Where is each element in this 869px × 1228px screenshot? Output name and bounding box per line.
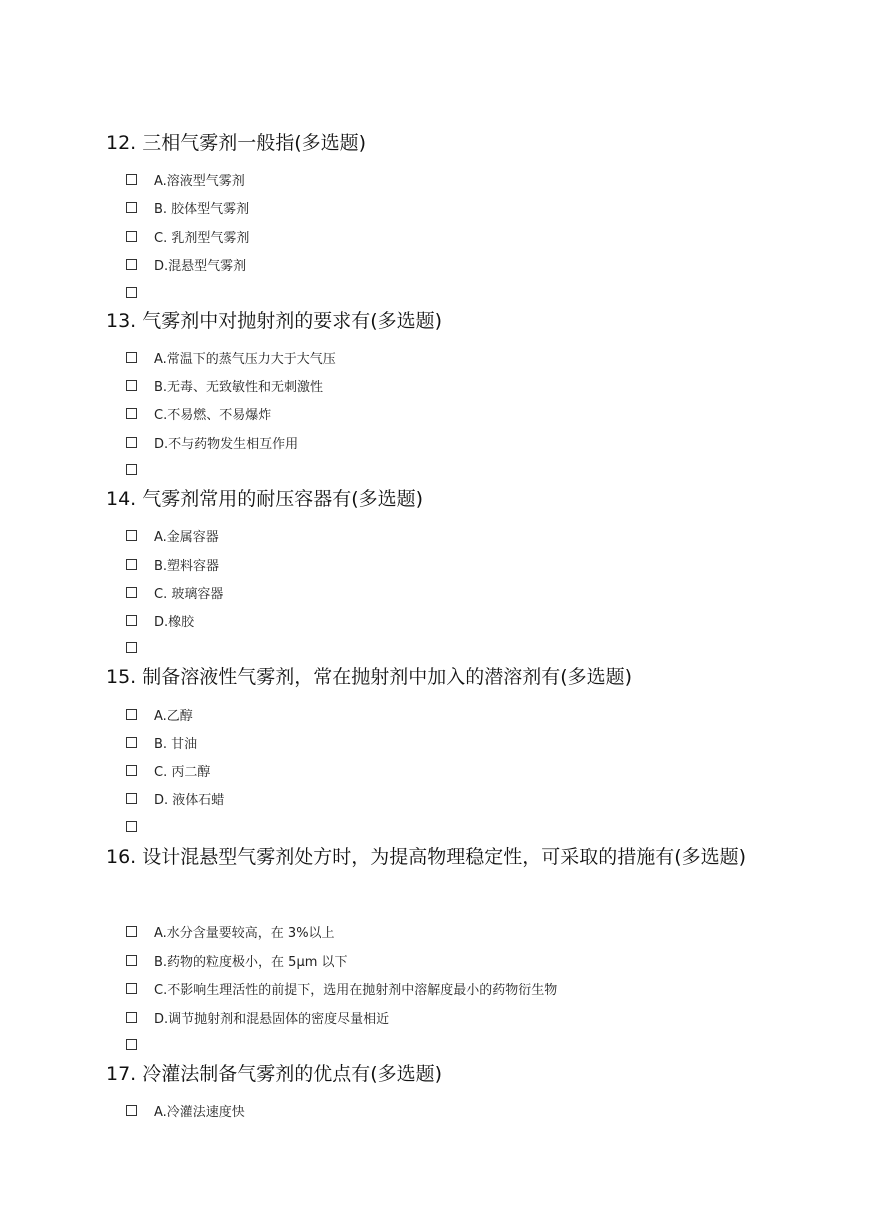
checkbox-icon[interactable] [126, 793, 137, 804]
option-label: A.水分含量要较高，在 3%以上 [154, 925, 335, 941]
question-13-option-b[interactable] [126, 375, 323, 395]
checkbox-icon[interactable] [126, 352, 137, 363]
question-12-option-c[interactable] [126, 226, 249, 246]
option-label: A.金属容器 [154, 529, 219, 545]
checkbox-icon[interactable] [126, 231, 137, 242]
checkbox-icon[interactable] [126, 287, 137, 298]
checkbox-icon[interactable] [126, 1105, 137, 1116]
checkbox-icon[interactable] [126, 821, 137, 832]
question-15-option-empty[interactable] [126, 816, 154, 836]
question-12-option-a[interactable] [126, 169, 245, 189]
checkbox-icon[interactable] [126, 765, 137, 776]
option-label: A.乙醇 [154, 708, 193, 724]
checkbox-icon[interactable] [126, 464, 137, 475]
checkbox-icon[interactable] [126, 615, 137, 626]
question-14-title: 14. 气雾剂常用的耐压容器有(多选题) [106, 488, 424, 510]
question-15-option-a[interactable] [126, 704, 193, 724]
question-16-title: 16. 设计混悬型气雾剂处方时，为提高物理稳定性，可采取的措施有(多选题) [106, 846, 747, 868]
checkbox-icon[interactable] [126, 1039, 137, 1050]
checkbox-icon[interactable] [126, 955, 137, 966]
option-label: C. 玻璃容器 [154, 586, 224, 602]
option-label: A.冷灌法速度快 [154, 1104, 245, 1120]
option-label: A.常温下的蒸气压力大于大气压 [154, 351, 336, 367]
question-15-option-b[interactable] [126, 732, 197, 752]
checkbox-icon[interactable] [126, 983, 137, 994]
question-13-option-c[interactable] [126, 403, 271, 423]
question-16-option-d[interactable] [126, 1007, 389, 1027]
question-16-option-empty[interactable] [126, 1034, 154, 1054]
option-label: B. 甘油 [154, 736, 198, 752]
question-14-option-c[interactable] [126, 582, 223, 602]
checkbox-icon[interactable] [126, 380, 137, 391]
checkbox-icon[interactable] [126, 437, 137, 448]
checkbox-icon[interactable] [126, 559, 137, 570]
option-label: D. 液体石蜡 [154, 792, 225, 808]
checkbox-icon[interactable] [126, 642, 137, 653]
question-15-title: 15. 制备溶液性气雾剂，常在抛射剂中加入的潜溶剂有(多选题) [106, 666, 633, 688]
option-label: C.不易燃、不易爆炸 [154, 407, 272, 423]
question-13-option-d[interactable] [126, 432, 298, 452]
question-12-option-empty[interactable] [126, 282, 154, 302]
checkbox-icon[interactable] [126, 1012, 137, 1023]
option-label: B.无毒、无致敏性和无刺激性 [154, 379, 324, 395]
question-14-option-empty[interactable] [126, 637, 154, 657]
option-label: D.调节抛射剂和混悬固体的密度尽量相近 [154, 1011, 390, 1027]
option-label: B. 胶体型气雾剂 [154, 201, 250, 217]
checkbox-icon[interactable] [126, 202, 137, 213]
question-12-title: 12. 三相气雾剂一般指(多选题) [106, 132, 367, 154]
option-label: C. 丙二醇 [154, 764, 211, 780]
question-17-option-a[interactable] [126, 1100, 245, 1120]
option-label: D.混悬型气雾剂 [154, 258, 247, 274]
option-label: C. 乳剂型气雾剂 [154, 230, 250, 246]
checkbox-icon[interactable] [126, 587, 137, 598]
question-12-option-b[interactable] [126, 197, 249, 217]
question-15-option-c[interactable] [126, 760, 210, 780]
question-12-option-d[interactable] [126, 254, 246, 274]
question-16-option-c[interactable] [126, 978, 557, 998]
question-17-title: 17. 冷灌法制备气雾剂的优点有(多选题) [106, 1063, 443, 1085]
option-label: D.橡胶 [154, 614, 195, 630]
checkbox-icon[interactable] [126, 259, 137, 270]
checkbox-icon[interactable] [126, 926, 137, 937]
question-14-option-a[interactable] [126, 525, 219, 545]
question-14-option-d[interactable] [126, 610, 194, 630]
question-13-option-a[interactable] [126, 347, 336, 367]
question-16-option-b[interactable] [126, 950, 348, 970]
option-label: D.不与药物发生相互作用 [154, 436, 299, 452]
checkbox-icon[interactable] [126, 408, 137, 419]
option-label: A.溶液型气雾剂 [154, 173, 245, 189]
option-label: C.不影响生理活性的前提下，选用在抛射剂中溶解度最小的药物衍生物 [154, 982, 558, 998]
question-13-option-empty[interactable] [126, 459, 154, 479]
question-15-option-d[interactable] [126, 788, 224, 808]
option-label: B.塑料容器 [154, 558, 220, 574]
question-16-option-a[interactable] [126, 921, 335, 941]
checkbox-icon[interactable] [126, 737, 137, 748]
checkbox-icon[interactable] [126, 709, 137, 720]
checkbox-icon[interactable] [126, 530, 137, 541]
question-13-title: 13. 气雾剂中对抛射剂的要求有(多选题) [106, 310, 443, 332]
question-14-option-b[interactable] [126, 554, 219, 574]
checkbox-icon[interactable] [126, 174, 137, 185]
option-label: B.药物的粒度极小，在 5μm 以下 [154, 954, 348, 970]
